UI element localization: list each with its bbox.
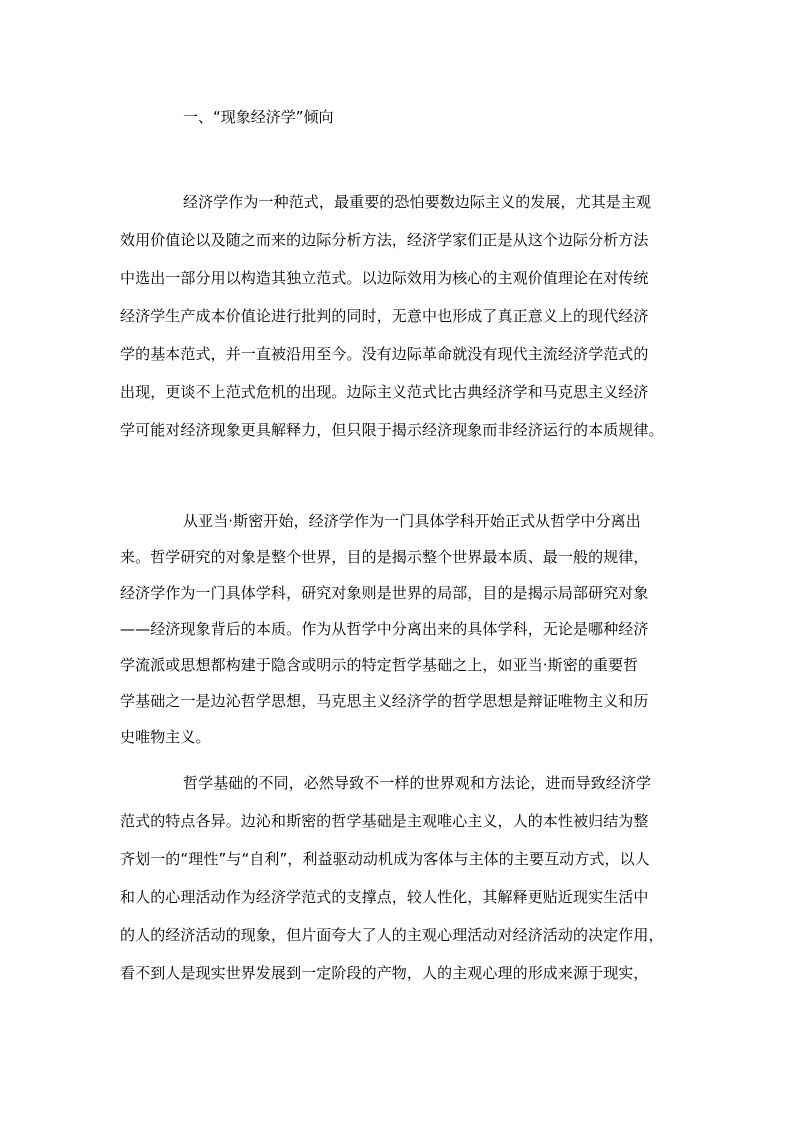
paragraph-line: 出现，更谈不上范式危机的出现。边际主义范式比古典经济学和马克思主义经济 — [120, 383, 649, 401]
paragraph-line: 经济学作为一种范式，最重要的恐怕要数边际主义的发展，尤其是主观 — [183, 193, 652, 211]
paragraph-line: 效用价值论以及随之而来的边际分析方法，经济学家们正是从这个边际分析方法 — [120, 231, 649, 249]
paragraph-line: 范式的特点各异。边沁和斯密的哲学基础是主观唯心主义，人的本性被归结为整 — [120, 812, 649, 830]
paragraph-line: ——经济现象背后的本质。作为从哲学中分离出来的具体学科，无论是哪种经济 — [120, 620, 649, 638]
section-heading: 一、“现象经济学”倾向 — [183, 108, 334, 126]
paragraph-line: 史唯物主义。 — [120, 728, 211, 746]
paragraph-line: 学流派或思想都构建于隐含或明示的特定哲学基础之上，如亚当·斯密的重要哲 — [120, 656, 639, 674]
paragraph-line: 经济学作为一门具体学科，研究对象则是世界的局部，目的是揭示局部研究对象 — [120, 584, 649, 602]
paragraph-line: 齐划一的“理性”与“自利”，利益驱动动机成为客体与主体的主要互动方式，以人 — [120, 850, 650, 868]
paragraph-line: 从亚当·斯密开始，经济学作为一门具体学科开始正式从哲学中分离出 — [183, 512, 641, 530]
paragraph-line: 经济学生产成本价值论进行批判的同时，无意中也形成了真正意义上的现代经济 — [120, 307, 649, 325]
paragraph-line: 学可能对经济现象更具解释力，但只限于揭示经济现象而非经济运行的本质规律。 — [120, 421, 664, 439]
paragraph-line: 中选出一部分用以构造其独立范式。以边际效用为核心的主观价值理论在对传统 — [120, 269, 649, 287]
paragraph-line: 哲学基础的不同，必然导致不一样的世界观和方法论，进而导致经济学 — [183, 774, 652, 792]
paragraph-line: 学的基本范式，并一直被沿用至今。没有边际革命就没有现代主流经济学范式的 — [120, 345, 649, 363]
paragraph-line: 看不到人是现实世界发展到一定阶段的产物，人的主观心理的形成来源于现实， — [120, 964, 649, 982]
paragraph-line: 的人的经济活动的现象，但片面夸大了人的主观心理活动对经济活动的决定作用， — [120, 926, 664, 944]
paragraph-line: 来。哲学研究的对象是整个世界，目的是揭示整个世界最本质、最一般的规律， — [120, 548, 649, 566]
paragraph-line: 和人的心理活动作为经济学范式的支撑点，较人性化，其解释更贴近现实生活中 — [120, 888, 649, 906]
paragraph-line: 学基础之一是边沁哲学思想，马克思主义经济学的哲学思想是辩证唯物主义和历 — [120, 692, 649, 710]
